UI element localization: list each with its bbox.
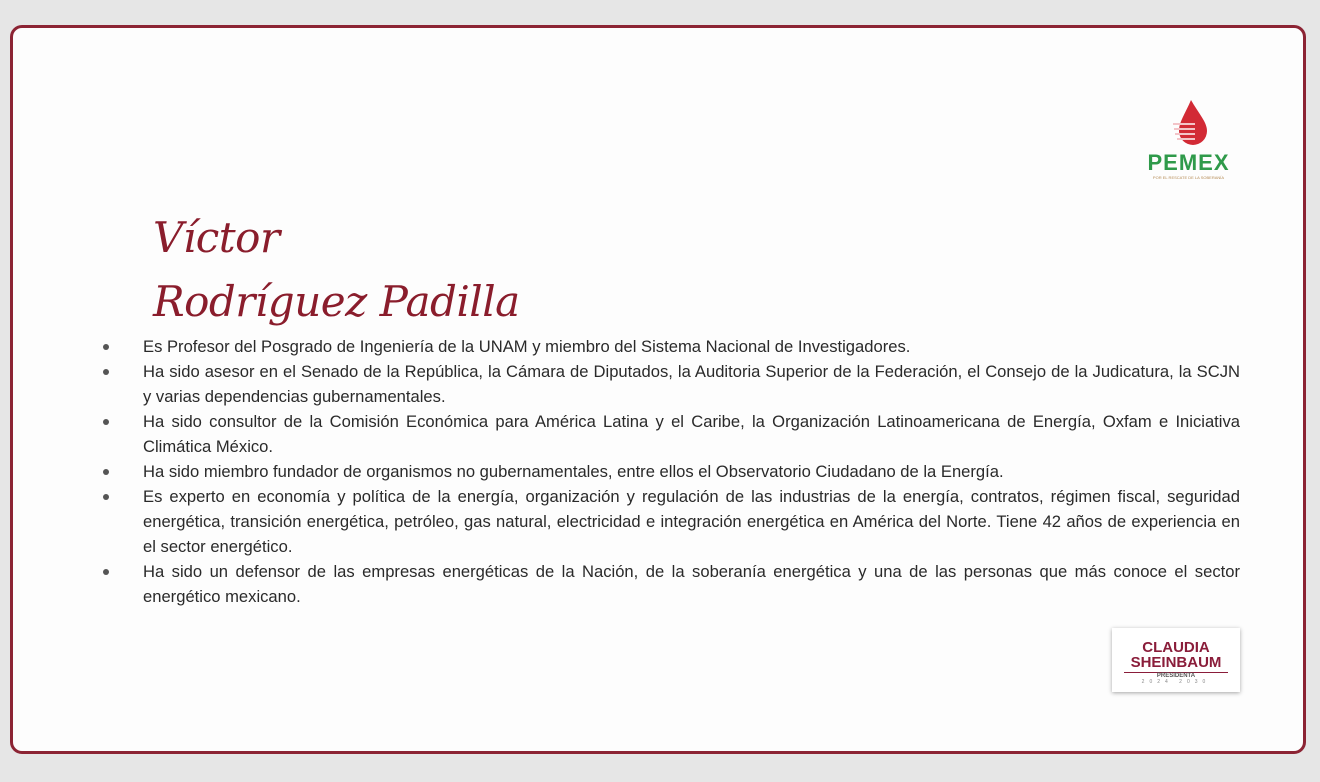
campaign-logo: [1112, 628, 1240, 692]
pemex-logo: [1131, 98, 1246, 180]
bio-item: Ha sido miembro fundador de organismos no gubernamentales, entre ellos el Observatorio Ciudadano de la Energía.: [98, 459, 1240, 484]
bio-list: [98, 334, 1240, 609]
person-name: [153, 206, 520, 334]
bio-item: Es experto en economía y política de la energía, organización y regulación de las industrias de la energía, contratos, régimen fiscal, seguridad energética, transición energética, petróleo, gas natural, electricidad e integración energética en América del Norte. Tiene 42 años de experiencia en el sector energético.: [98, 484, 1240, 559]
bio-item: Ha sido asesor en el Senado de la República, la Cámara de Diputados, la Auditoria Superior de la Federación, el Consejo de la Judicatura, la SCJN y varias dependencias gubernamentales.: [98, 359, 1240, 409]
pemex-eagle-drop-icon: [1169, 98, 1209, 146]
bio-item: Es Profesor del Posgrado de Ingeniería de la UNAM y miembro del Sistema Nacional de Investigadores.: [98, 334, 1240, 359]
last-name: Rodríguez Padilla: [153, 277, 520, 326]
first-name: Víctor: [153, 213, 280, 262]
campaign-line1: CLAUDIA: [1142, 639, 1210, 656]
campaign-role: PRESIDENTA: [1124, 672, 1228, 679]
pemex-tagline: POR EL RESCATE DE LA SOBERANÍA: [1152, 175, 1225, 180]
campaign-years: 2024 2030: [1141, 679, 1211, 685]
pemex-wordmark: PEMEX: [1147, 150, 1230, 175]
bio-item: Ha sido un defensor de las empresas energéticas de la Nación, de la soberanía energética y una de las personas que más conoce el sector energético mexicano.: [98, 559, 1240, 609]
campaign-line2: SHEINBAUM: [1130, 654, 1222, 671]
bio-item: Ha sido consultor de la Comisión Económica para América Latina y el Caribe, la Organización Latinoamericana de Energía, Oxfam e Iniciativa Climática México.: [98, 409, 1240, 459]
